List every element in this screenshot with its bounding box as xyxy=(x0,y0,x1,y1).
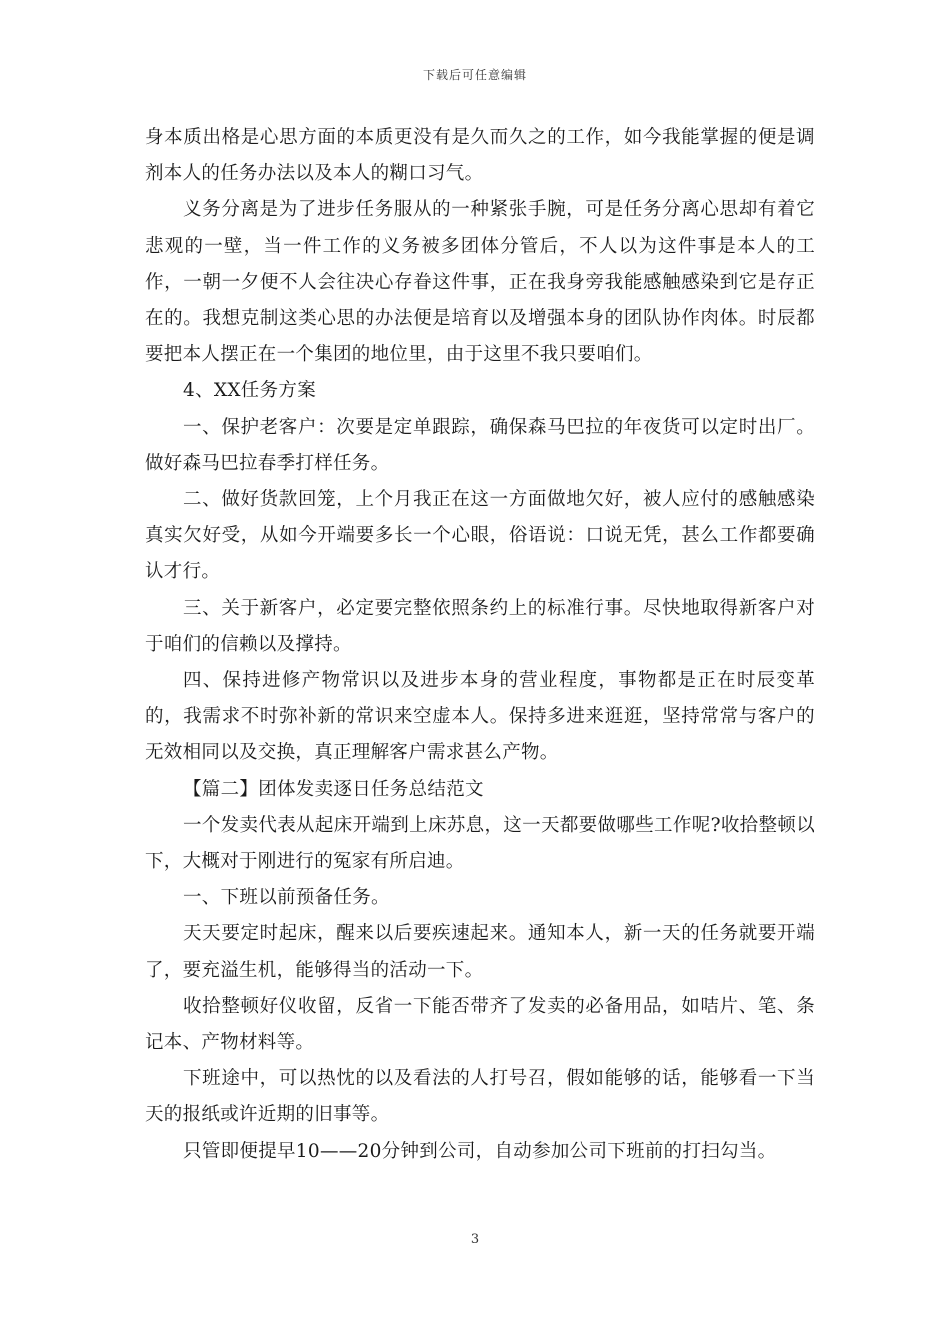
paragraph: 三、关于新客户，必定要完整依照条约上的标准行事。尽快地取得新客户对于咱们的信赖以及撑持。 xyxy=(145,597,815,655)
section-heading: 一、下班以前预备任务。 xyxy=(183,887,390,909)
paragraph: 一个发卖代表从起床开端到上床苏息，这一天都要做哪些工作呢?收拾整顿以下，大概对于刚进行的冤家有所启迪。 xyxy=(145,814,815,873)
paragraph: 天天要定时起床，醒来以后要疾速起来。通知本人，新一天的任务就要开端了，要充溢生机，能够得当的活动一下。 xyxy=(145,923,815,981)
paragraph: 收拾整顿好仪收留，反省一下能否带齐了发卖的必备用品，如咭片、笔、条记本、产物材料等。 xyxy=(145,995,815,1054)
section-heading: 4、XX任务方案 xyxy=(183,380,317,402)
section-heading: 【篇二】团体发卖逐日任务总结范文 xyxy=(183,778,484,800)
page-header: 下载后可任意编辑 xyxy=(422,68,527,82)
paragraph: 身本质出格是心思方面的本质更没有是久而久之的工作，如今我能掌握的便是调剂本人的任务办法以及本人的糊口习气。 xyxy=(145,127,815,185)
paragraph: 四、保持进修产物常识以及进步本身的营业程度，事物都是正在时辰变革的，我需求不时弥补新的常识来空虚本人。保持多进来逛逛，坚持常常与客户的无效相同以及交换，真正理解客户需求甚么产物。 xyxy=(145,670,815,764)
paragraph: 一、保护老客户：次要是定单跟踪，确保森马巴拉的年夜货可以定时出厂。做好森马巴拉春季打样任务。 xyxy=(145,416,815,474)
page-number: 3 xyxy=(470,1232,480,1247)
paragraph: 只管即便提早10——20分钟到公司，自动参加公司下班前的打扫勾当。 xyxy=(183,1140,777,1162)
paragraph: 二、做好货款回笼，上个月我正在这一方面做地欠好，被人应付的感触感染真实欠好受，从如今开端要多长一个心眼，俗语说：口说无凭，甚么工作都要确认才行。 xyxy=(145,489,815,583)
paragraph: 下班途中，可以热忱的以及看法的人打号召，假如能够的话，能够看一下当天的报纸或许近期的旧事等。 xyxy=(145,1068,815,1126)
paragraph: 义务分离是为了进步任务服从的一种紧张手腕，可是任务分离心思却有着它悲观的一壁，当一件工作的义务被多团体分管后，不人以为这件事是本人的工作，一朝一夕便不人会往决心存眷这件事，正在我身旁我能感触感染到它是存正在的。我想克制这类心思的办法便是培育以及增强本身的团队协作肉体。时辰都要把本人摆正在一个集团的地位里，由于这里不我只要咱们。 xyxy=(145,199,815,366)
document-body xyxy=(145,120,815,1170)
